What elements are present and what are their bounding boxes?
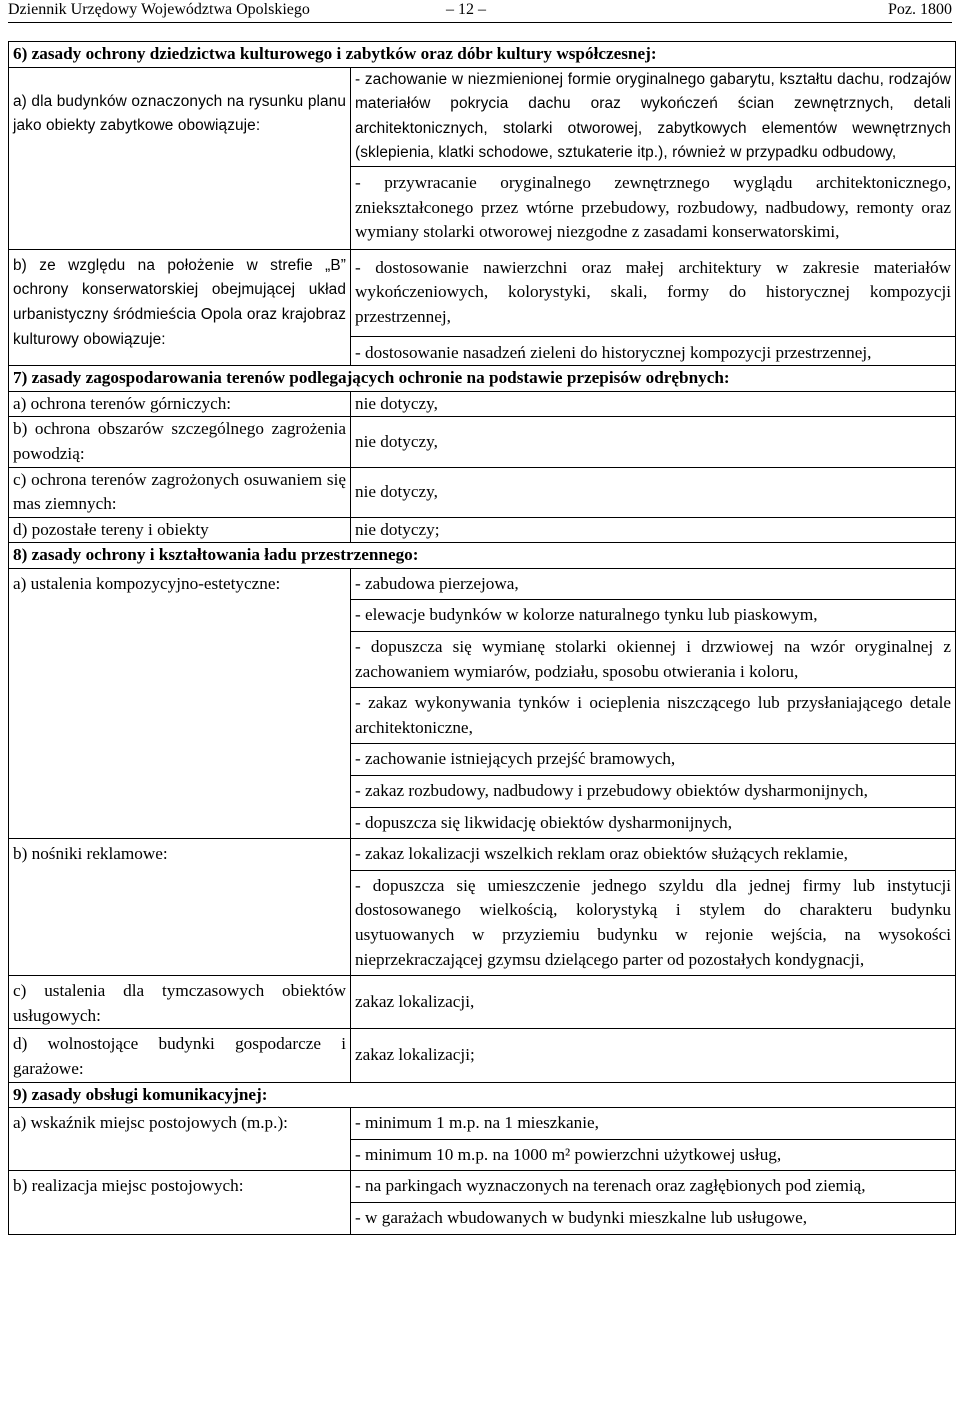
section-7-title: 7) zasady zagospodarowania terenów podlegających ochronie na podstawie przepisów odrębnych: <box>9 366 956 392</box>
page-header <box>8 0 952 23</box>
section-8b-row-1 <box>9 839 956 871</box>
section-7c-label: c) ochrona terenów zagrożonych osuwaniem się mas ziemnych: <box>9 467 351 517</box>
section-7c-row <box>9 467 956 517</box>
section-7a-value: nie dotyczy, <box>351 391 956 417</box>
section-8a-item-3: - dopuszcza się wymianę stolarki okiennej i drzwiowej na wzór oryginalnej z zachowaniem wymiarów, podziału, sposobu otwierania i koloru, <box>351 632 956 688</box>
section-8a-item-4: - zakaz wykonywania tynków i ocieplenia niszczącego lub przysłaniającego detale architektoniczne, <box>351 688 956 744</box>
section-6b-rule-1: - dostosowanie nawierzchni oraz małej architektury w zakresie materiałów wykończeniowych, kolorystyki, skali, formy do historycznej kompozycji przestrzennej, <box>351 249 956 336</box>
position-number: Poz. 1800 <box>888 1 952 18</box>
section-7d-row <box>9 517 956 543</box>
section-8-heading-row <box>9 543 956 569</box>
section-6a-rule-2: - przywracanie oryginalnego zewnętrznego wyglądu architektonicznego, zniekształconego przez wtórne przebudowy, rozbudowy, nadbudowy, remonty oraz wymiany stolarki otworowej niezgodne z zasadami konserwatorskimi, <box>351 166 956 249</box>
section-7d-value: nie dotyczy; <box>351 517 956 543</box>
section-9-title: 9) zasady obsługi komunikacyjnej: <box>9 1082 956 1108</box>
section-8a-label: a) ustalenia kompozycyjno-estetyczne: <box>9 568 351 838</box>
section-8a-item-2: - elewacje budynków w kolorze naturalnego tynku lub piaskowym, <box>351 600 956 632</box>
page-number: – 12 – <box>446 1 486 18</box>
section-6a-row-1 <box>9 67 956 166</box>
section-8a-row-1 <box>9 568 956 600</box>
section-7c-value: nie dotyczy, <box>351 467 956 517</box>
regulations-table <box>8 41 956 1235</box>
section-9b-label: b) realizacja miejsc postojowych: <box>9 1171 351 1234</box>
section-8b-item-2: - dopuszcza się umieszczenie jednego szyldu dla jednej firmy lub instytucji dostosowanego wielkością, kolorystyką i stylem do charakteru budynku usytuowanych w przyziemiu budynku w rejonie wejścia, na wysokości nieprzekraczającej gzymsu dzielącego parter od pozostałych kondygnacji, <box>351 870 956 975</box>
section-7a-label: a) ochrona terenów górniczych: <box>9 391 351 417</box>
section-7-heading-row <box>9 366 956 392</box>
section-7d-label: d) pozostałe tereny i obiekty <box>9 517 351 543</box>
journal-title: Dziennik Urzędowy Województwa Opolskiego <box>8 1 310 18</box>
section-8a-item-1: - zabudowa pierzejowa, <box>351 568 956 600</box>
section-8a-item-6: - zakaz rozbudowy, nadbudowy i przebudowy obiektów dysharmonijnych, <box>351 776 956 808</box>
section-9-heading-row <box>9 1082 956 1108</box>
section-8c-row <box>9 976 956 1029</box>
section-7a-row <box>9 391 956 417</box>
section-8d-label: d) wolnostojące budynki gospodarcze i garażowe: <box>9 1029 351 1082</box>
section-9b-item-2: - w garażach wbudowanych w budynki mieszkalne lub usługowe, <box>351 1202 956 1234</box>
section-7b-value: nie dotyczy, <box>351 417 956 467</box>
section-7b-row <box>9 417 956 467</box>
section-6a-rule-1: - zachowanie w niezmienionej formie oryginalnego gabarytu, kształtu dachu, rodzajów materiałów pokrycia dachu oraz wykończeń ścian zewnętrznych, detali architektonicznych, stolarki otworowej, zabytkowych elementów wewnętrznych (sklepienia, klatki schodowe, sztukaterie itp.), również w przypadku odbudowy, <box>351 67 956 166</box>
section-8b-item-1: - zakaz lokalizacji wszelkich reklam oraz obiektów służących reklamie, <box>351 839 956 871</box>
section-8a-item-5: - zachowanie istniejących przejść bramowych, <box>351 744 956 776</box>
section-9b-item-1: - na parkingach wyznaczonych na terenach oraz zagłębionych pod ziemią, <box>351 1171 956 1203</box>
section-8d-value: zakaz lokalizacji; <box>351 1029 956 1082</box>
section-6-heading-row <box>9 42 956 68</box>
section-8d-row <box>9 1029 956 1082</box>
section-6-title: 6) zasady ochrony dziedzictwa kulturowego i zabytków oraz dóbr kultury współczesnej: <box>9 42 956 68</box>
section-8-title: 8) zasady ochrony i kształtowania ładu przestrzennego: <box>9 543 956 569</box>
section-6b-row-1 <box>9 249 956 336</box>
section-6b-rule-2: - dostosowanie nasadzeń zieleni do historycznej kompozycji przestrzennej, <box>351 336 956 366</box>
section-6a-label: a) dla budynków oznaczonych na rysunku planu jako obiekty zabytkowe obowiązuje: <box>9 67 351 249</box>
section-7b-label: b) ochrona obszarów szczególnego zagrożenia powodzią: <box>9 417 351 467</box>
section-9a-label: a) wskaźnik miejsc postojowych (m.p.): <box>9 1108 351 1171</box>
section-9a-row-1 <box>9 1108 956 1140</box>
section-9a-item-2: - minimum 10 m.p. na 1000 m² powierzchni użytkowej usług, <box>351 1139 956 1171</box>
section-8a-item-7: - dopuszcza się likwidację obiektów dysharmonijnych, <box>351 807 956 839</box>
section-8b-label: b) nośniki reklamowe: <box>9 839 351 976</box>
section-8c-value: zakaz lokalizacji, <box>351 976 956 1029</box>
section-9b-row-1 <box>9 1171 956 1203</box>
section-8c-label: c) ustalenia dla tymczasowych obiektów usługowych: <box>9 976 351 1029</box>
section-9a-item-1: - minimum 1 m.p. na 1 mieszkanie, <box>351 1108 956 1140</box>
section-6b-label: b) ze względu na położenie w strefie „B” ochrony konserwatorskiej obejmującej układ urbanistyczny śródmieścia Opola oraz krajobraz kulturowy obowiązuje: <box>9 249 351 365</box>
